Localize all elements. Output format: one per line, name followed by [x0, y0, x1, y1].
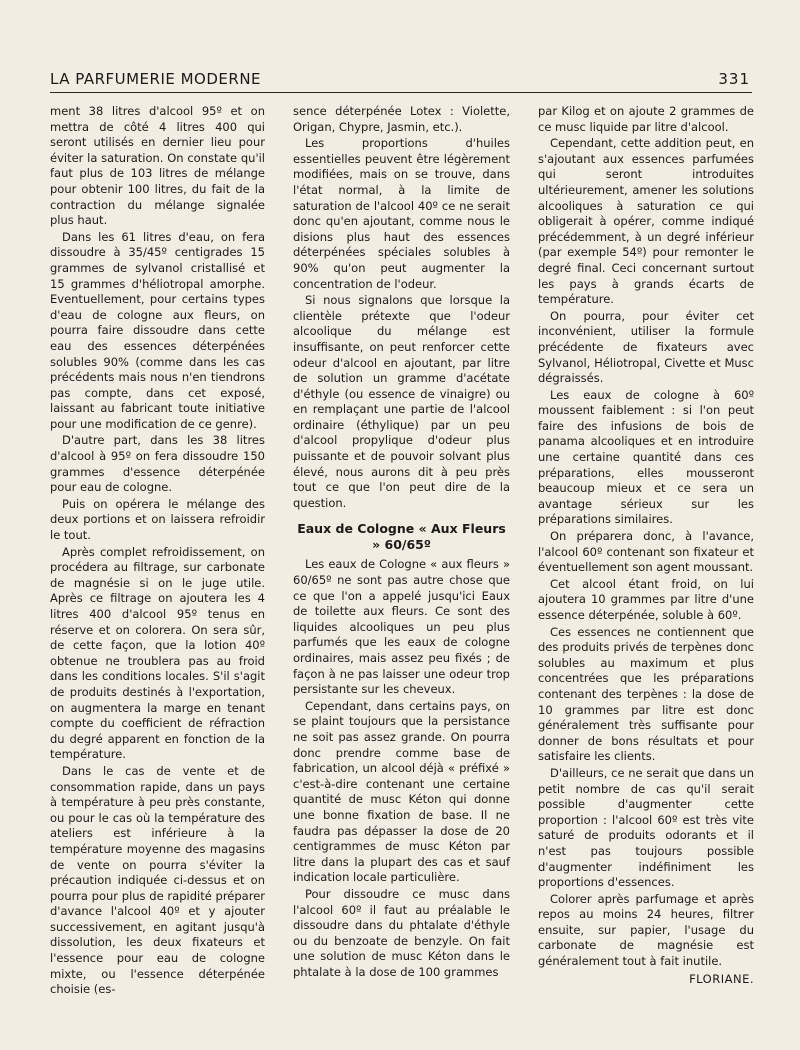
- column-right: [538, 104, 754, 999]
- paragraph: Les eaux de Cologne « aux fleurs » 60/65º ne sont pas autre chose que ce que l'on a appelé jusqu'ici Eaux de toilette aux fleurs. Ce sont des liquides alcooliques un peu plus parfumés que les eaux de cologne ordinaires, mais assez peu fixés ; de façon à ne pas laisser une odeur trop persistante sur les cheveux.: [293, 557, 510, 697]
- paragraph: Cependant, cette addition peut, en s'ajoutant aux essences parfumées qui seront introduites ultérieurement, amener les solutions alcooliques à saturation ce qui obligerait à opérer, comme indiqué précédemment, à un degré inférieur (par exemple 54º) pour remonter le degré final. Ceci concernant surtout les pays à grands écarts de température.: [538, 136, 754, 307]
- paragraph: Colorer après parfumage et après repos au moins 24 heures, filtrer ensuite, sur papier, l'usage du carbonate de magnésie est généralement tout à fait inutile.: [538, 891, 754, 969]
- paragraph: Si nous signalons que lorsque la clientèle prétexte que l'odeur alcoolique du mélange est insuffisante, on peut renforcer cette odeur d'alcool en ajoutant, par litre de solution un gramme d'acétate d'éthyle (ou essence de vinaigre) ou en remplaçant une partie de l'alcool ordinaire (éthylique) par un peu d'alcool propylique d'odeur plus puissante et de pouvoir solvant plus élevé, nous aurons dit à peu près tout ce que l'on peut dire de la question.: [293, 293, 510, 510]
- paragraph: Pour dissoudre ce musc dans l'alcool 60º il faut au préalable le dissoudre dans du phtalate d'éthyle ou du benzoate de benzyle. On fait une solution de musc Kéton dans le phtalate à la dose de 100 grammes: [293, 886, 510, 979]
- paragraph: Les eaux de cologne à 60º moussent faiblement : si l'on peut faire des infusions de bois de panama alcooliques et en introduire une certaine quantité dans ces préparations, elles mousseront beaucoup mieux et ce sera un avantage sérieux sur les préparations similaires.: [538, 387, 754, 527]
- paragraph: Puis on opérera le mélange des deux portions et on laissera refroidir le tout.: [50, 496, 265, 543]
- paragraph: On pourra, pour éviter cet inconvénient, utiliser la formule précédente de fixateurs avec Sylvanol, Héliotropal, Civette et Musc dégraissés.: [538, 308, 754, 386]
- article-columns: [50, 104, 754, 997]
- page-number: 331: [718, 70, 750, 88]
- column-middle: [293, 104, 510, 999]
- paragraph: Ces essences ne contiennent que des produits privés de terpènes donc solubles au maximum et plus concentrées que les préparations contenant des terpènes : la dose de 10 grammes par litre est donc généralement très suffisante pour donner de bons résultats et pour satisfaire les clients.: [538, 624, 754, 764]
- paragraph: Dans le cas de vente et de consommation rapide, dans un pays à température à peu près constante, ou pour le cas où la température des ateliers est inférieure à la température moyenne des magasins de vente on pourra s'éviter la précaution indiquée ci-dessus et on pourra pour plus de rapidité préparer d'avance l'alcool 40º et y ajouter successivement, en agitant jusqu'à dissolution, les deux fixateurs et l'essence pour eau de cologne mixte, ou l'essence déterpénée choisie (es-: [50, 763, 265, 997]
- paragraph: Les proportions d'huiles essentielles peuvent être légèrement modifiées, mais on se trouve, dans l'état normal, à la limite de saturation de l'alcool 40º ce ne serait donc qu'en ajoutant, comme nous le disions plus haut des essences déterpénées spéciales solubles à 90% qu'on peut augmenter la concentration de l'odeur.: [293, 136, 510, 291]
- paragraph: par Kilog et on ajoute 2 grammes de ce musc liquide par litre d'alcool.: [538, 104, 754, 134]
- column-left: [50, 104, 265, 999]
- running-head: LA PARFUMERIE MODERNE: [50, 70, 262, 88]
- paragraph: Dans les 61 litres d'eau, on fera dissoudre à 35/45º centigrades 15 grammes de sylvanol cristallisé et 15 grammes d'héliotropal amorphe. Eventuellement, pour certains types d'eau de cologne aux fleurs, on pourra faire dissoudre dans cette eau des essences déterpénées solubles 90% (comme dans les cas précédents mais nous n'en tiendrons pas compte, dans cet exposé, laissant au fabricant toute initiative pour une modification de ce genre).: [50, 229, 265, 431]
- author-signature: FLORIANE.: [689, 971, 754, 986]
- section-heading: Eaux de Cologne « Aux Fleurs » 60/65º: [297, 521, 506, 553]
- paragraph: ment 38 litres d'alcool 95º et on mettra de côté 4 litres 400 qui seront utilisés en dernier lieu pour éviter la saturation. On constate qu'il faut plus de 103 litres de mélange pour obtenir 100 litres, du fait de la contraction du mélange signalée plus haut.: [50, 104, 265, 228]
- header-rule: [50, 92, 752, 93]
- paragraph: On préparera donc, à l'avance, l'alcool 60º contenant son fixateur et éventuellement son agent moussant.: [538, 529, 754, 575]
- paragraph: Cependant, dans certains pays, on se plaint toujours que la persistance ne soit pas assez grande. On pourra donc prendre comme base de fabrication, un alcool déjà « préfixé » c'est-à-dire contenant une certaine quantité de musc Kéton qui donne une bonne fixation de base. Il ne faudra pas dépasser la dose de 20 centigrammes de musc Kéton par litre dans la plupart des cas et sauf indication locale particulière.: [293, 698, 510, 885]
- paragraph: Cet alcool étant froid, on lui ajoutera 10 grammes par litre d'une essence déterpénée, soluble à 60º.: [538, 576, 754, 622]
- paragraph: D'autre part, dans les 38 litres d'alcool à 95º on fera dissoudre 150 grammes d'essence déterpénée pour eau de cologne.: [50, 433, 265, 495]
- paragraph: D'ailleurs, ce ne serait que dans un petit nombre de cas qu'il serait possible d'augmenter cette proportion : l'alcool 60º est très vite saturé de produits odorants et il n'est pas toujours possible d'augmenter indéfiniment les proportions d'essences.: [538, 765, 754, 890]
- paragraph: Après complet refroidissement, on procédera au filtrage, sur carbonate de magnésie si on le juge utile. Après ce filtrage on ajoutera les 4 litres 400 d'alcool 95º tenus en réserve et on colorera. On sera sûr, de cette façon, que la lotion 40º obtenue ne troublera pas au froid dans les conditions locales. S'il s'agit de produits destinés à l'exportation, on augmentera la marge en tenant compte du coefficient de réfraction du degré apparent en fonction de la température.: [50, 544, 265, 762]
- paragraph: sence déterpénée Lotex : Violette, Origan, Chypre, Jasmin, etc.).: [293, 104, 510, 134]
